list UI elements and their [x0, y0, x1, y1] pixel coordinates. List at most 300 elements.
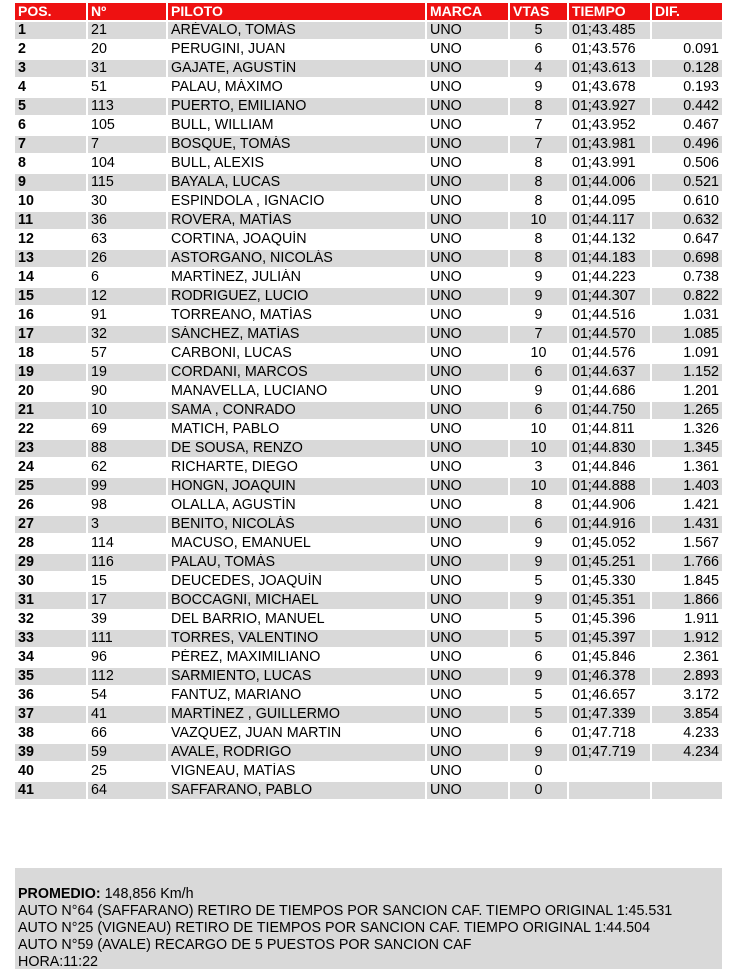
pos-cell: 17	[15, 326, 86, 343]
pos-cell: 23	[15, 440, 86, 457]
pos-cell: 2	[18, 41, 26, 57]
tiempo-cell: 01;43.678	[567, 79, 650, 96]
num-cell: 66	[86, 725, 166, 742]
marca-cell: UNO	[425, 592, 508, 609]
note-line: AUTO N°64 (SAFFARANO) RETIRO DE TIEMPOS POR SANCION CAF. TIEMPO ORIGINAL 1:45.531	[18, 903, 673, 919]
piloto-cell: BULL, WILLIAM	[166, 117, 425, 134]
vtas-cell: 4	[508, 60, 567, 77]
pos-cell: 13	[15, 250, 86, 267]
tiempo-cell	[567, 763, 650, 780]
pos-cell: 29	[15, 554, 86, 571]
tiempo-cell: 01;44.830	[567, 440, 650, 457]
num-cell: 21	[86, 22, 166, 39]
piloto-cell: OLALLA, AGUSTÍN	[166, 497, 425, 514]
pos-cell: 33	[15, 630, 86, 647]
marca-cell: UNO	[425, 269, 508, 286]
piloto-cell: DEUCEDES, JOAQUÍN	[166, 573, 425, 590]
dif-cell: 0.506	[650, 155, 722, 172]
piloto-cell: RICHARTE, DIEGO	[166, 459, 425, 476]
marca-cell: UNO	[425, 288, 508, 305]
dif-cell: 2.361	[650, 649, 722, 666]
table-row	[15, 668, 722, 685]
dif-cell: 1.567	[650, 535, 722, 552]
marca-cell: UNO	[425, 326, 508, 343]
note-line: AUTO N°25 (VIGNEAU) RETIRO DE TIEMPOS POR SANCION CAF. TIEMPO ORIGINAL 1:44.504	[18, 920, 651, 936]
tiempo-cell: 01;45.251	[567, 554, 650, 571]
dif-cell: 0.091	[650, 41, 722, 58]
tiempo-cell: 01;44.576	[567, 345, 650, 362]
dif-cell: 1.085	[650, 326, 722, 343]
piloto-cell: PUERTO, EMILIANO	[166, 98, 425, 115]
pos-cell: 6	[18, 117, 26, 133]
piloto-cell: CORDANI, MARCOS	[166, 364, 425, 381]
marca-cell: UNO	[425, 649, 508, 666]
tiempo-cell: 01;44.516	[567, 307, 650, 324]
dif-cell: 3.172	[650, 687, 722, 704]
tiempo-cell: 01;47.718	[567, 725, 650, 742]
pos-cell: 20	[18, 383, 34, 399]
piloto-cell: SARMIENTO, LUCAS	[166, 668, 425, 685]
tiempo-cell: 01;45.330	[567, 573, 650, 590]
marca-cell: UNO	[425, 459, 508, 476]
pos-cell: 39	[15, 744, 86, 761]
tiempo-cell: 01;44.888	[567, 478, 650, 495]
pos-cell: 32	[18, 611, 34, 627]
promedio-value: 148,856 Km/h	[100, 886, 194, 902]
num-cell: 31	[86, 60, 166, 77]
num-cell: 90	[86, 383, 166, 400]
header-pos: POS.	[15, 3, 86, 20]
piloto-cell: PERUGINI, JUAN	[166, 41, 425, 58]
marca-cell: UNO	[425, 573, 508, 590]
table-row	[15, 22, 722, 39]
piloto-cell: MATICH, PABLO	[166, 421, 425, 438]
tiempo-cell: 01;47.719	[567, 744, 650, 761]
marca-cell: UNO	[425, 193, 508, 210]
marca-cell: UNO	[425, 725, 508, 742]
piloto-cell: BENITO, NICOLÁS	[166, 516, 425, 533]
pos-cell: 38	[18, 725, 34, 741]
dif-cell: 0.738	[650, 269, 722, 286]
dif-cell: 0.632	[650, 212, 722, 229]
marca-cell: UNO	[425, 383, 508, 400]
vtas-cell: 8	[508, 174, 567, 191]
tiempo-cell: 01;44.117	[567, 212, 650, 229]
tiempo-cell: 01;45.351	[567, 592, 650, 609]
marca-cell: UNO	[425, 41, 508, 58]
piloto-cell: SAMA , CONRADO	[166, 402, 425, 419]
num-cell: 112	[86, 668, 166, 685]
piloto-cell: ARÉVALO, TOMÁS	[166, 22, 425, 39]
dif-cell: 1.031	[650, 307, 722, 324]
dif-cell: 1.201	[650, 383, 722, 400]
num-cell: 99	[86, 478, 166, 495]
piloto-cell: CARBONI, LUCAS	[166, 345, 425, 362]
tiempo-cell: 01;43.576	[567, 41, 650, 58]
table-row	[15, 231, 722, 248]
table-row	[15, 535, 722, 552]
vtas-cell: 9	[508, 535, 567, 552]
tiempo-cell: 01;44.846	[567, 459, 650, 476]
table-row	[15, 421, 722, 438]
piloto-cell: SAFFARANO, PABLO	[166, 782, 425, 799]
num-cell: 30	[86, 193, 166, 210]
piloto-cell: ESPINDOLA , IGNACIO	[166, 193, 425, 210]
tiempo-cell: 01;44.811	[567, 421, 650, 438]
table-row	[15, 725, 722, 742]
marca-cell: UNO	[425, 421, 508, 438]
header-marca: MARCA	[425, 3, 508, 20]
table-row	[15, 383, 722, 400]
tiempo-cell: 01;47.339	[567, 706, 650, 723]
table-row	[15, 117, 722, 134]
vtas-cell: 9	[508, 307, 567, 324]
table-row	[15, 516, 722, 533]
marca-cell: UNO	[425, 60, 508, 77]
table-row	[15, 212, 722, 229]
tiempo-cell: 01;44.916	[567, 516, 650, 533]
num-cell: 6	[86, 269, 166, 286]
marca-cell: UNO	[425, 174, 508, 191]
piloto-cell: VIGNEAU, MATÍAS	[166, 763, 425, 780]
num-cell: 105	[86, 117, 166, 134]
pos-cell: 4	[18, 79, 26, 95]
marca-cell: UNO	[425, 554, 508, 571]
dif-cell: 0.496	[650, 136, 722, 153]
tiempo-cell: 01;44.570	[567, 326, 650, 343]
pos-cell: 40	[18, 763, 34, 779]
num-cell: 57	[86, 345, 166, 362]
vtas-cell: 6	[508, 41, 567, 58]
promedio-label: PROMEDIO:	[18, 886, 101, 902]
table-row	[15, 155, 722, 172]
marca-cell: UNO	[425, 763, 508, 780]
dif-cell: 0.610	[650, 193, 722, 210]
vtas-cell: 8	[508, 250, 567, 267]
marca-cell: UNO	[425, 155, 508, 172]
tiempo-cell	[567, 782, 650, 799]
tiempo-cell: 01;45.397	[567, 630, 650, 647]
footer-notes	[15, 868, 722, 969]
header-num: Nº	[86, 3, 166, 20]
table-row	[15, 554, 722, 571]
pos-cell: 5	[15, 98, 86, 115]
vtas-cell: 6	[508, 364, 567, 381]
pos-cell: 27	[15, 516, 86, 533]
piloto-cell: PÉREZ, MAXIMILIANO	[166, 649, 425, 666]
num-cell: 69	[86, 421, 166, 438]
marca-cell: UNO	[425, 497, 508, 514]
num-cell: 25	[86, 763, 166, 780]
dif-cell: 3.854	[650, 706, 722, 723]
vtas-cell: 5	[508, 22, 567, 39]
pos-cell: 18	[18, 345, 34, 361]
dif-cell: 2.893	[650, 668, 722, 685]
vtas-cell: 7	[508, 117, 567, 134]
num-cell: 19	[86, 364, 166, 381]
num-cell: 115	[86, 174, 166, 191]
table-row	[15, 687, 722, 704]
vtas-cell: 9	[508, 592, 567, 609]
tiempo-cell: 01;43.485	[567, 22, 650, 39]
num-cell: 104	[86, 155, 166, 172]
table-row	[15, 459, 722, 476]
marca-cell: UNO	[425, 98, 508, 115]
dif-cell: 1.345	[650, 440, 722, 457]
table-row	[15, 79, 722, 96]
vtas-cell: 9	[508, 288, 567, 305]
vtas-cell: 8	[508, 193, 567, 210]
tiempo-cell: 01;45.846	[567, 649, 650, 666]
vtas-cell: 10	[508, 440, 567, 457]
pos-cell: 8	[18, 155, 26, 171]
dif-cell: 0.521	[650, 174, 722, 191]
table-row	[15, 573, 722, 590]
num-cell: 20	[86, 41, 166, 58]
dif-cell: 1.845	[650, 573, 722, 590]
pos-cell: 9	[15, 174, 86, 191]
pos-cell: 1	[15, 22, 86, 39]
tiempo-cell: 01;43.991	[567, 155, 650, 172]
num-cell: 98	[86, 497, 166, 514]
table-row	[15, 98, 722, 115]
marca-cell: UNO	[425, 22, 508, 39]
piloto-cell: MARTÍNEZ , GUILLERMO	[166, 706, 425, 723]
marca-cell: UNO	[425, 516, 508, 533]
vtas-cell: 3	[508, 459, 567, 476]
tiempo-cell: 01;44.095	[567, 193, 650, 210]
marca-cell: UNO	[425, 117, 508, 134]
pos-cell: 37	[15, 706, 86, 723]
vtas-cell: 7	[508, 326, 567, 343]
piloto-cell: BOCCAGNI, MICHAEL	[166, 592, 425, 609]
pos-cell: 35	[15, 668, 86, 685]
pos-cell: 21	[15, 402, 86, 419]
vtas-cell: 6	[508, 402, 567, 419]
tiempo-cell: 01;45.052	[567, 535, 650, 552]
promedio-line	[18, 886, 719, 903]
dif-cell: 0.128	[650, 60, 722, 77]
dif-cell: 1.265	[650, 402, 722, 419]
piloto-cell: PALAU, TOMÁS	[166, 554, 425, 571]
marca-cell: UNO	[425, 250, 508, 267]
vtas-cell: 5	[508, 573, 567, 590]
vtas-cell: 7	[508, 136, 567, 153]
num-cell: 62	[86, 459, 166, 476]
vtas-cell: 0	[508, 782, 567, 799]
tiempo-cell: 01;44.223	[567, 269, 650, 286]
vtas-cell: 5	[508, 611, 567, 628]
vtas-cell: 9	[508, 554, 567, 571]
marca-cell: UNO	[425, 79, 508, 96]
vtas-cell: 10	[508, 212, 567, 229]
table-row	[15, 649, 722, 666]
table-row	[15, 782, 722, 799]
tiempo-cell: 01;43.613	[567, 60, 650, 77]
vtas-cell: 5	[508, 630, 567, 647]
pos-cell: 41	[15, 782, 86, 799]
pos-cell: 26	[18, 497, 34, 513]
tiempo-cell: 01;44.006	[567, 174, 650, 191]
table-row	[15, 288, 722, 305]
piloto-cell: RODRIGUEZ, LUCIO	[166, 288, 425, 305]
num-cell: 7	[86, 136, 166, 153]
dif-cell: 4.234	[650, 744, 722, 761]
tiempo-cell: 01;44.637	[567, 364, 650, 381]
piloto-cell: TORREANO, MATÍAS	[166, 307, 425, 324]
table-row	[15, 364, 722, 381]
table-row	[15, 744, 722, 761]
piloto-cell: ROVERA, MATÍAS	[166, 212, 425, 229]
piloto-cell: CORTINA, JOAQUÍN	[166, 231, 425, 248]
table-row	[15, 611, 722, 628]
table-row	[15, 307, 722, 324]
vtas-cell: 10	[508, 478, 567, 495]
vtas-cell: 10	[508, 345, 567, 362]
dif-cell: 0.467	[650, 117, 722, 134]
pos-cell: 22	[18, 421, 34, 437]
dif-cell: 1.421	[650, 497, 722, 514]
dif-cell: 1.431	[650, 516, 722, 533]
vtas-cell: 8	[508, 155, 567, 172]
pos-cell: 11	[15, 212, 86, 229]
table-row	[15, 630, 722, 647]
vtas-cell: 0	[508, 763, 567, 780]
table-row	[15, 326, 722, 343]
table-row	[15, 402, 722, 419]
dif-cell	[650, 782, 722, 799]
tiempo-cell: 01;44.183	[567, 250, 650, 267]
tiempo-cell: 01;44.686	[567, 383, 650, 400]
num-cell: 41	[86, 706, 166, 723]
dif-cell: 0.193	[650, 79, 722, 96]
pos-cell: 30	[18, 573, 34, 589]
num-cell: 32	[86, 326, 166, 343]
piloto-cell: FANTUZ, MARIANO	[166, 687, 425, 704]
tiempo-cell: 01;46.378	[567, 668, 650, 685]
tiempo-cell: 01;45.396	[567, 611, 650, 628]
piloto-cell: ASTORGANO, NICOLÁS	[166, 250, 425, 267]
vtas-cell: 9	[508, 744, 567, 761]
piloto-cell: SÁNCHEZ, MATÍAS	[166, 326, 425, 343]
piloto-cell: GAJATE, AGUSTÍN	[166, 60, 425, 77]
marca-cell: UNO	[425, 231, 508, 248]
vtas-cell: 8	[508, 231, 567, 248]
table-row	[15, 592, 722, 609]
vtas-cell: 9	[508, 668, 567, 685]
tiempo-cell: 01;43.952	[567, 117, 650, 134]
marca-cell: UNO	[425, 611, 508, 628]
num-cell: 113	[86, 98, 166, 115]
hora-line: HORA:11:22	[18, 954, 98, 970]
dif-cell: 1.361	[650, 459, 722, 476]
note-line: AUTO N°59 (AVALE) RECARGO DE 5 PUESTOS POR SANCION CAF	[18, 937, 472, 953]
num-cell: 39	[86, 611, 166, 628]
table-row	[15, 136, 722, 153]
piloto-cell: BOSQUE, TOMÁS	[166, 136, 425, 153]
vtas-cell: 9	[508, 383, 567, 400]
num-cell: 15	[86, 573, 166, 590]
piloto-cell: DEL BARRIO, MANUEL	[166, 611, 425, 628]
num-cell: 63	[86, 231, 166, 248]
table-row	[15, 478, 722, 495]
piloto-cell: BAYALA, LUCAS	[166, 174, 425, 191]
num-cell: 59	[86, 744, 166, 761]
pos-cell: 36	[18, 687, 34, 703]
num-cell: 114	[86, 535, 166, 552]
table-row	[15, 497, 722, 514]
num-cell: 51	[86, 79, 166, 96]
marca-cell: UNO	[425, 782, 508, 799]
tiempo-cell: 01;44.906	[567, 497, 650, 514]
table-row	[15, 174, 722, 191]
dif-cell: 1.326	[650, 421, 722, 438]
pos-cell: 3	[15, 60, 86, 77]
results-body	[15, 22, 722, 799]
pos-cell: 14	[18, 269, 34, 285]
num-cell: 91	[86, 307, 166, 324]
vtas-cell: 6	[508, 649, 567, 666]
pos-cell: 10	[18, 193, 34, 209]
dif-cell: 1.091	[650, 345, 722, 362]
num-cell: 88	[86, 440, 166, 457]
table-row	[15, 41, 722, 58]
dif-cell: 1.152	[650, 364, 722, 381]
marca-cell: UNO	[425, 212, 508, 229]
pos-cell: 25	[15, 478, 86, 495]
marca-cell: UNO	[425, 706, 508, 723]
table-row	[15, 193, 722, 210]
table-row	[15, 706, 722, 723]
pos-cell: 28	[18, 535, 34, 551]
marca-cell: UNO	[425, 668, 508, 685]
dif-cell	[650, 763, 722, 780]
vtas-cell: 6	[508, 725, 567, 742]
tiempo-cell: 01;44.750	[567, 402, 650, 419]
num-cell: 111	[86, 630, 166, 647]
marca-cell: UNO	[425, 687, 508, 704]
results-table	[15, 1, 722, 801]
dif-cell: 1.403	[650, 478, 722, 495]
num-cell: 3	[86, 516, 166, 533]
num-cell: 17	[86, 592, 166, 609]
header-dif: DIF.	[650, 3, 722, 20]
results-sheet	[15, 1, 722, 801]
num-cell: 10	[86, 402, 166, 419]
pos-cell: 31	[15, 592, 86, 609]
vtas-cell: 9	[508, 79, 567, 96]
pos-cell: 16	[18, 307, 34, 323]
num-cell: 36	[86, 212, 166, 229]
piloto-cell: MARTÍNEZ, JULIÁN	[166, 269, 425, 286]
pos-cell: 19	[15, 364, 86, 381]
tiempo-cell: 01;43.927	[567, 98, 650, 115]
pos-cell: 15	[15, 288, 86, 305]
tiempo-cell: 01;44.307	[567, 288, 650, 305]
vtas-cell: 10	[508, 421, 567, 438]
num-cell: 26	[86, 250, 166, 267]
pos-cell: 24	[18, 459, 34, 475]
piloto-cell: HONGN, JOAQUIN	[166, 478, 425, 495]
marca-cell: UNO	[425, 364, 508, 381]
pos-cell: 12	[18, 231, 34, 247]
dif-cell: 1.911	[650, 611, 722, 628]
tiempo-cell: 01;43.981	[567, 136, 650, 153]
tiempo-cell: 01;46.657	[567, 687, 650, 704]
dif-cell: 0.698	[650, 250, 722, 267]
num-cell: 96	[86, 649, 166, 666]
num-cell: 116	[86, 554, 166, 571]
